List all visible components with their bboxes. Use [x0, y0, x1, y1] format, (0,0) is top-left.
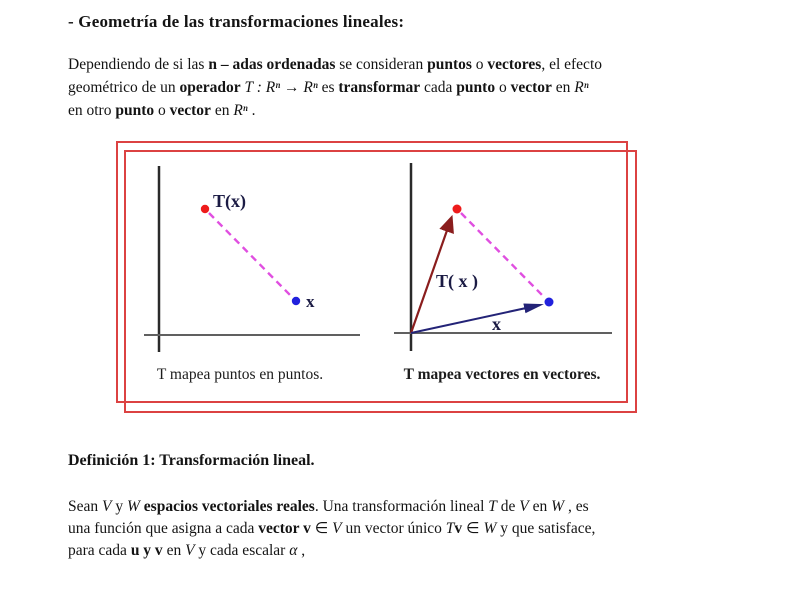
right-point-x-dot	[545, 298, 554, 307]
left-label-Tx: T(x)	[213, 191, 246, 211]
paragraph-intro-line-1: Dependiendo de si las n – adas ordenadas se consideran puntos o vectores, el efecto	[68, 56, 602, 73]
paragraph-definition	[68, 496, 740, 562]
diagram-points	[144, 166, 360, 383]
section-title: - Geometría de las transformaciones lineales:	[68, 12, 405, 31]
paragraph-definition-line-1: Sean V y W espacios vectoriales reales. Una transformación lineal T de V en W , es	[68, 498, 589, 515]
definition-heading: Definición 1: Transformación lineal.	[68, 452, 315, 469]
diagram-vectors	[394, 163, 612, 383]
left-label-x: x	[306, 292, 315, 311]
left-point-x-dot	[292, 297, 300, 305]
vector-x-arrow	[411, 305, 540, 333]
right-caption: T mapea vectores en vectores.	[403, 366, 601, 383]
figure-border-outer	[117, 142, 627, 402]
left-point-Tx-dot	[201, 205, 209, 213]
right-label-Tx: T( x )	[436, 271, 478, 291]
paragraph-definition-line-3: para cada u y v en V y cada escalar α ,	[68, 542, 306, 559]
right-label-x: x	[492, 314, 501, 334]
paragraph-intro-line-2: geométrico de un operador T : Rⁿ → Rⁿ es transformar cada punto o vector en Rⁿ	[68, 79, 589, 96]
right-point-Tx-dot	[453, 205, 462, 214]
left-dashed-mapping-line	[209, 213, 292, 297]
paragraph-intro-line-3: en otro punto o vector en Rⁿ .	[68, 102, 256, 119]
left-caption: T mapea puntos en puntos.	[156, 366, 324, 383]
paragraph-definition-line-2: una función que asigna a cada vector v ∈ V un vector único Tv ∈ W y que satisface,	[68, 520, 596, 537]
